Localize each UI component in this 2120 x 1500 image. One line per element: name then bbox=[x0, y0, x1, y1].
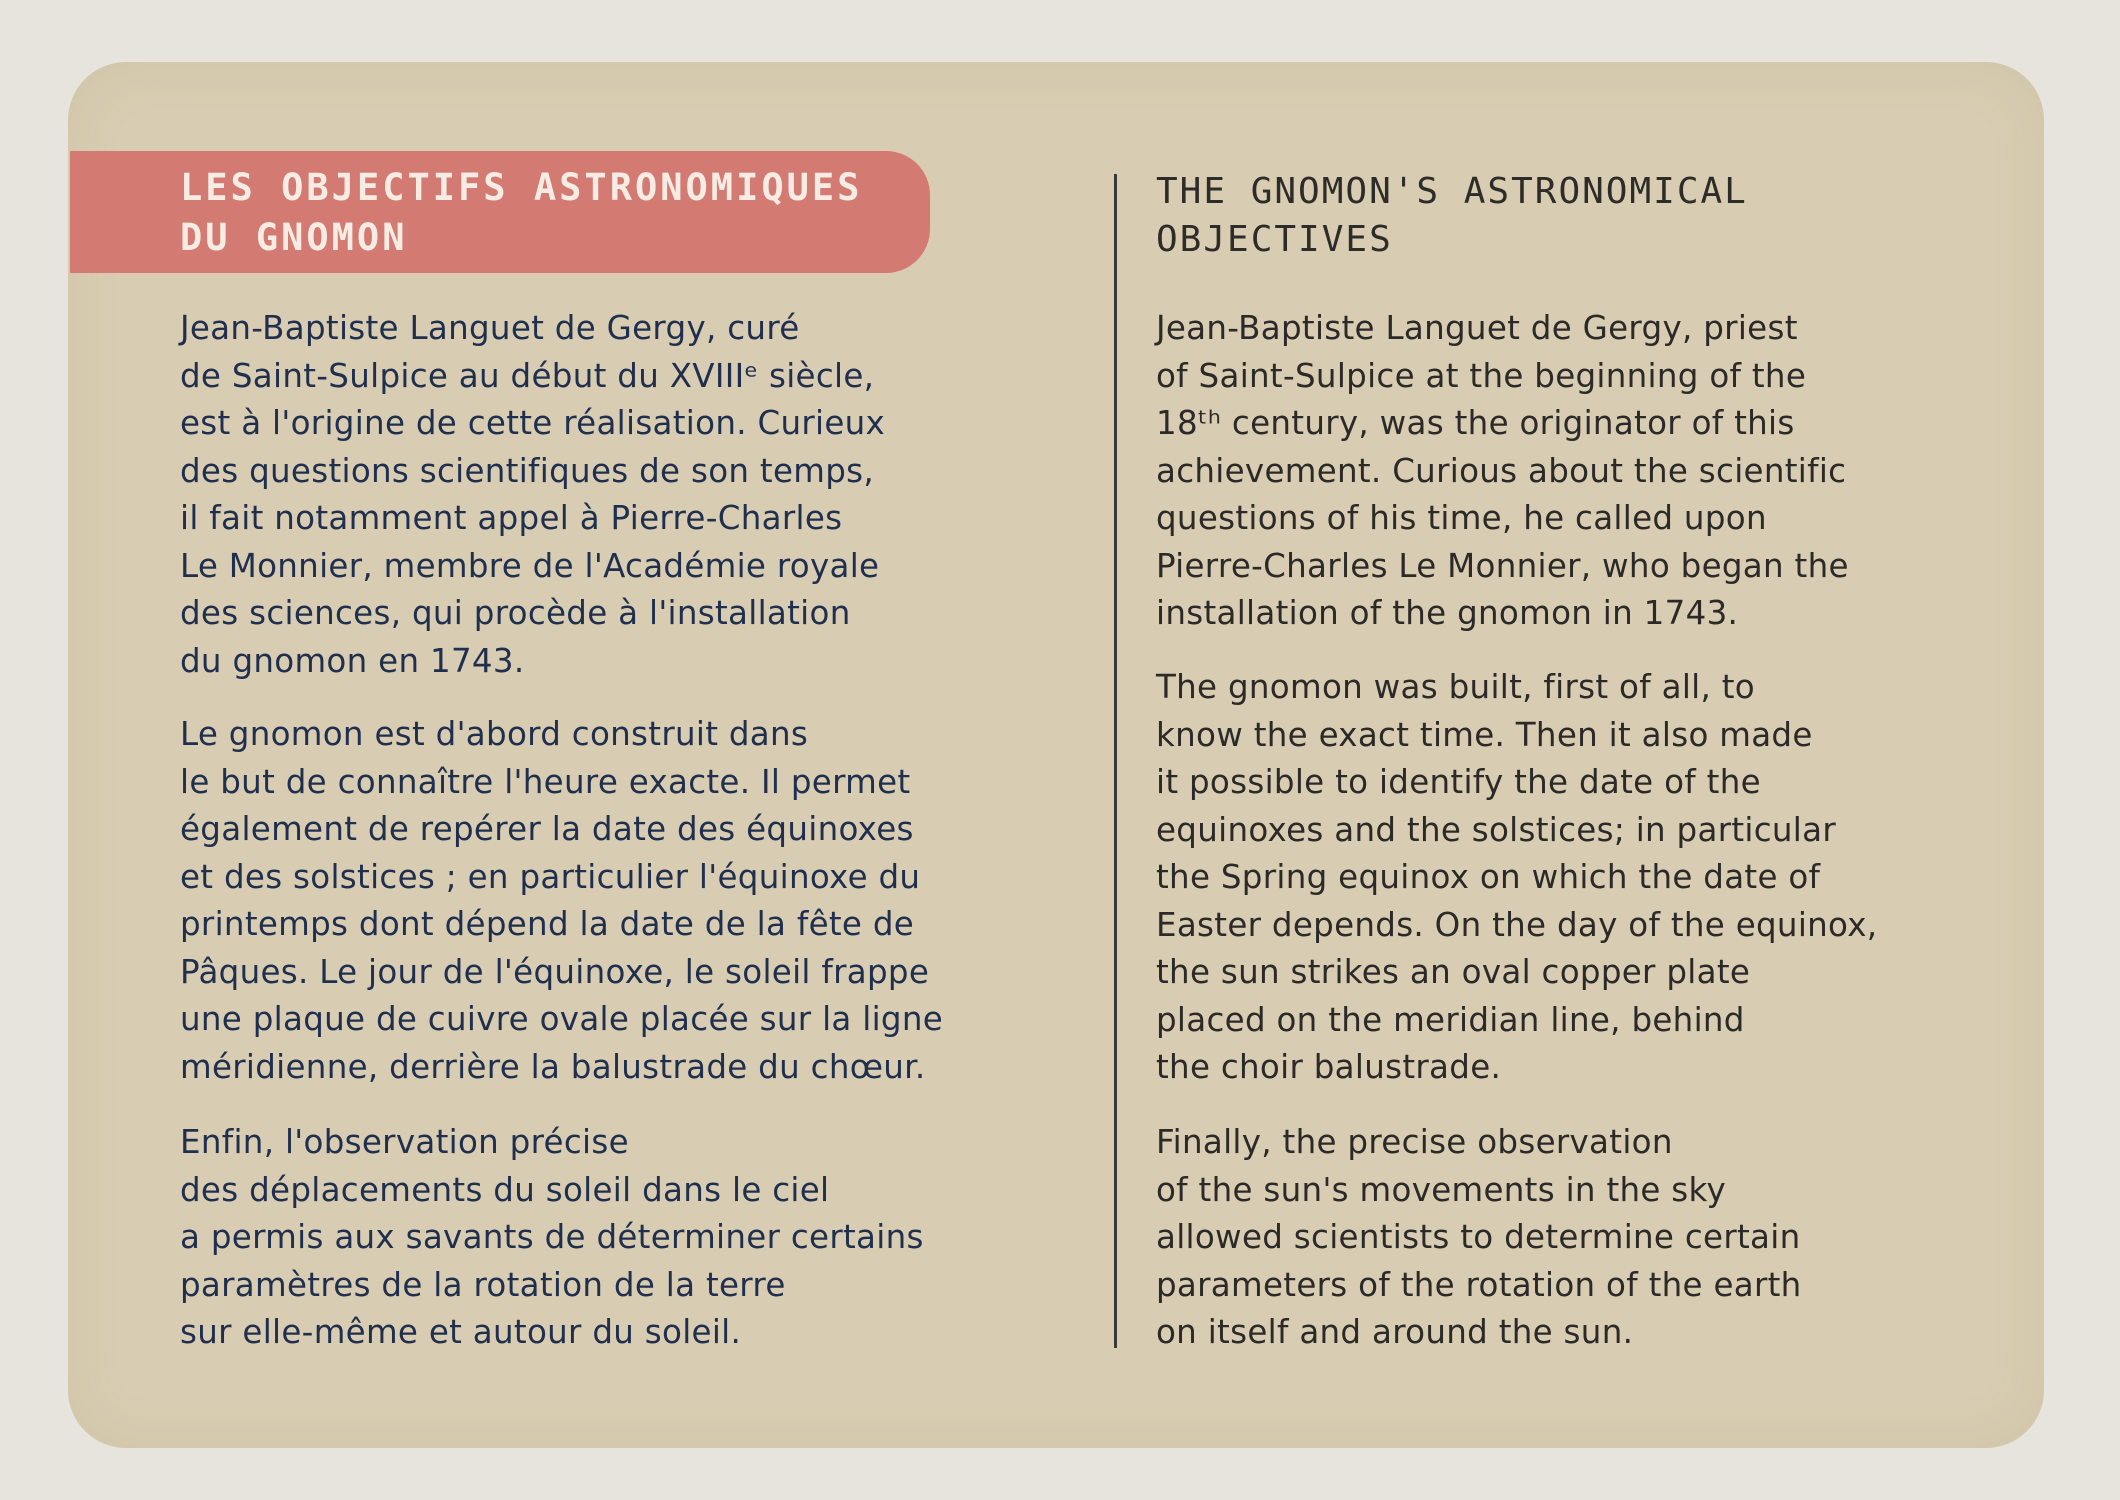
english-paragraph-2: The gnomon was built, first of all, to know the exact time. Then it also made it possible to identify the date of the equinoxes and the solstices; in particular the Spring equinox on which the date of Easter depends. On the day of the equinox, the sun strikes an oval copper plate placed on the meridian line, behind the choir balustrade. bbox=[1156, 668, 1878, 1086]
english-title: THE GNOMON'S ASTRONOMICAL OBJECTIVES bbox=[1156, 171, 1748, 260]
french-paragraph-1: Jean-Baptiste Languet de Gergy, curé de Saint-Sulpice au début du XVIIIᵉ siècle, est à l'origine de cette réalisation. Curieux des questions scientifiques de son temps, il fait notamment appel à Pierre-Charles Le Monnier, membre de l'Académie royale des sciences, qui procède à l'installation du gnomon en 1743. bbox=[180, 309, 886, 680]
column-divider bbox=[1114, 174, 1117, 1348]
english-paragraph-1: Jean-Baptiste Languet de Gergy, priest of Saint-Sulpice at the beginning of the 18ᵗʰ century, was the originator of this achievement. Curious about the scientific questions of his time, he called upon Pierre-Charles Le Monnier, who began the installation of the gnomon in 1743. bbox=[1156, 309, 1849, 632]
french-paragraph-2: Le gnomon est d'abord construit dans le but de connaître l'heure exacte. Il permet également de repérer la date des équinoxes et des solstices ; en particulier l'équinoxe du printemps dont dépend la date de la fête de Pâques. Le jour de l'équinoxe, le soleil frappe une plaque de cuivre ovale placée sur la ligne méridienne, derrière la balustrade du chœur. bbox=[180, 715, 944, 1086]
english-paragraph-3: Finally, the precise observation of the sun's movements in the sky allowed scientists to determine certain parameters of the rotation of the earth on itself and around the sun. bbox=[1156, 1123, 1802, 1351]
french-paragraph-3: Enfin, l'observation précise des déplacements du soleil dans le ciel a permis aux savants de déterminer certains paramètres de la rotation de la terre sur elle-même et autour du soleil. bbox=[180, 1123, 924, 1351]
french-title: LES OBJECTIFS ASTRONOMIQUES DU GNOMON bbox=[180, 166, 863, 259]
